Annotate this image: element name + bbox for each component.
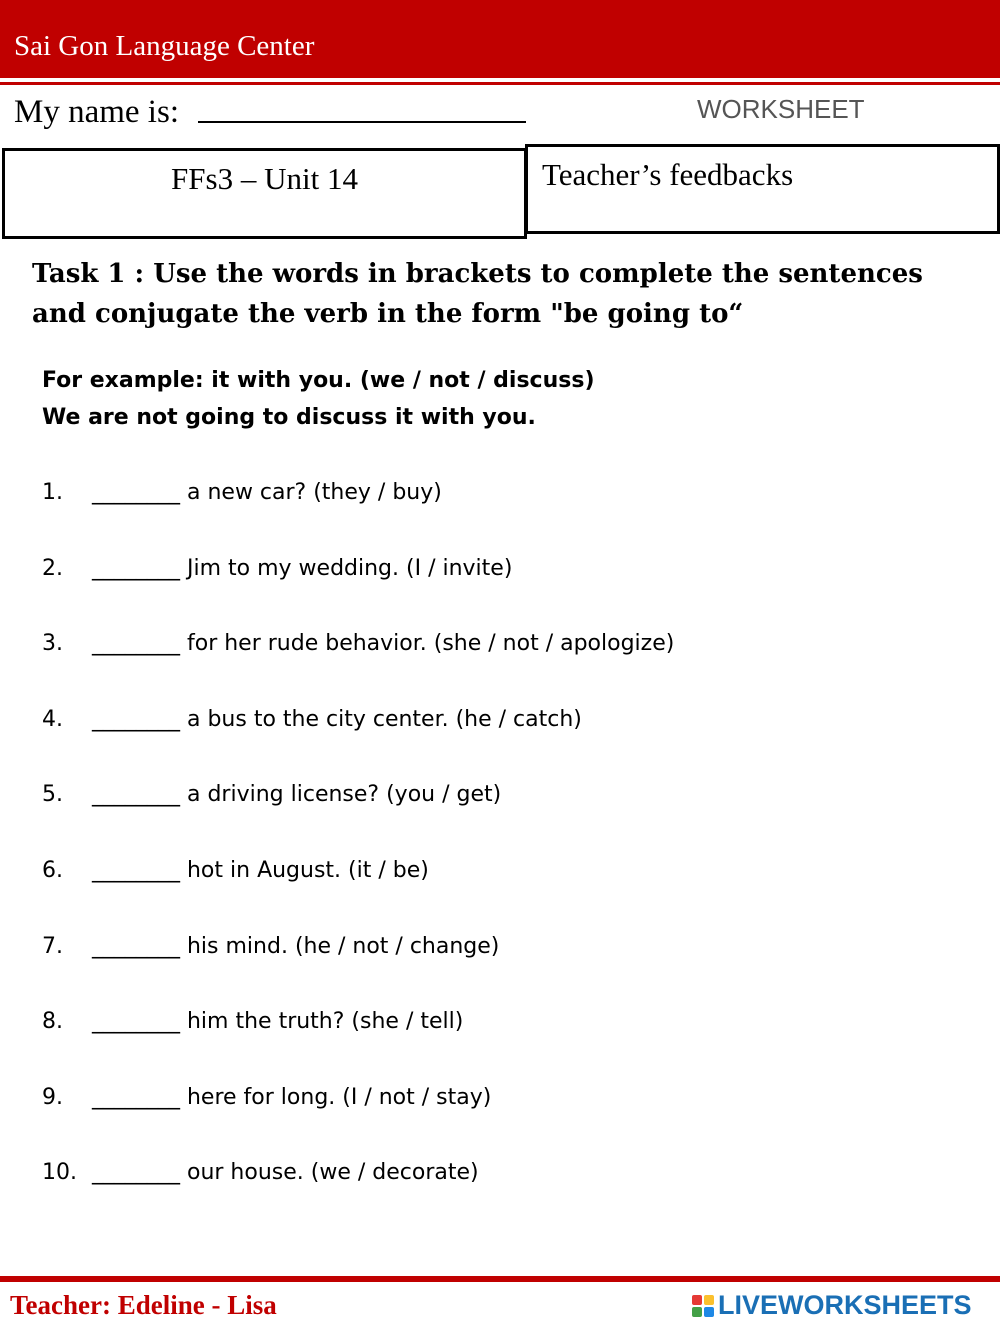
question-text[interactable]: ________ a new car? (they / buy): [92, 480, 442, 505]
question-item: [42, 701, 942, 777]
question-item: [42, 852, 942, 928]
task-title: Task 1 : Use the words in brackets to complete the sentences and conjugate the verb in the form "be going to“: [32, 259, 923, 329]
question-text[interactable]: ________ our house. (we / decorate): [92, 1160, 479, 1186]
question-number: 8.: [42, 1009, 63, 1035]
question-text[interactable]: ________ for her rude behavior. (she / not / apologize): [92, 631, 675, 657]
question-text[interactable]: ________ Jim to my wedding. (I / invite): [92, 555, 513, 581]
question-text[interactable]: ________ a driving license? (you / get): [92, 782, 502, 808]
question-text[interactable]: ________ his mind. (he / not / change): [92, 933, 500, 959]
question-text[interactable]: ________ here for long. (I / not / stay): [92, 1084, 492, 1110]
example-prompt: For example: it with you. (we / not / discuss): [42, 368, 595, 393]
question-number: 6.: [42, 857, 63, 883]
question-text[interactable]: ________ hot in August. (it / be): [92, 857, 429, 883]
question-item: [42, 1079, 942, 1155]
feedback-box: [525, 144, 1000, 234]
question-number: 1.: [42, 480, 63, 505]
question-number: 2.: [42, 555, 63, 581]
name-input-line[interactable]: [198, 121, 526, 123]
unit-label: FFs3 – Unit 14: [171, 161, 358, 196]
question-number: 9.: [42, 1084, 63, 1110]
question-number: 10.: [42, 1160, 77, 1186]
question-text[interactable]: ________ him the truth? (she / tell): [92, 1009, 464, 1035]
question-item: [42, 1154, 942, 1230]
center-title: Sai Gon Language Center: [14, 30, 315, 62]
header-bar: [0, 0, 1000, 78]
teacher-name: Teacher: Edeline - Lisa: [10, 1290, 277, 1320]
header-divider: [0, 82, 1000, 85]
question-item: [42, 550, 942, 626]
question-item: [42, 1003, 942, 1079]
worksheet-label: WORKSHEET: [697, 94, 865, 124]
liveworksheets-logo-icon: [692, 1295, 714, 1317]
example-answer: We are not going to discuss it with you.: [42, 405, 536, 430]
question-number: 5.: [42, 782, 63, 808]
question-list: [42, 474, 942, 1230]
question-item: [42, 776, 942, 852]
question-number: 3.: [42, 631, 63, 657]
liveworksheets-logo: [692, 1290, 972, 1321]
task-content: [42, 362, 942, 1230]
footer-divider: [0, 1276, 1000, 1282]
name-label: My name is:: [14, 94, 179, 130]
logo-text: LIVEWORKSHEETS: [718, 1290, 972, 1320]
question-number: 7.: [42, 933, 63, 959]
question-item: [42, 474, 942, 550]
question-item: [42, 928, 942, 1004]
question-item: [42, 625, 942, 701]
feedback-label: Teacher’s feedbacks: [542, 157, 794, 192]
unit-box: [2, 148, 527, 239]
question-number: 4.: [42, 706, 63, 732]
question-text[interactable]: ________ a bus to the city center. (he / catch): [92, 706, 582, 732]
